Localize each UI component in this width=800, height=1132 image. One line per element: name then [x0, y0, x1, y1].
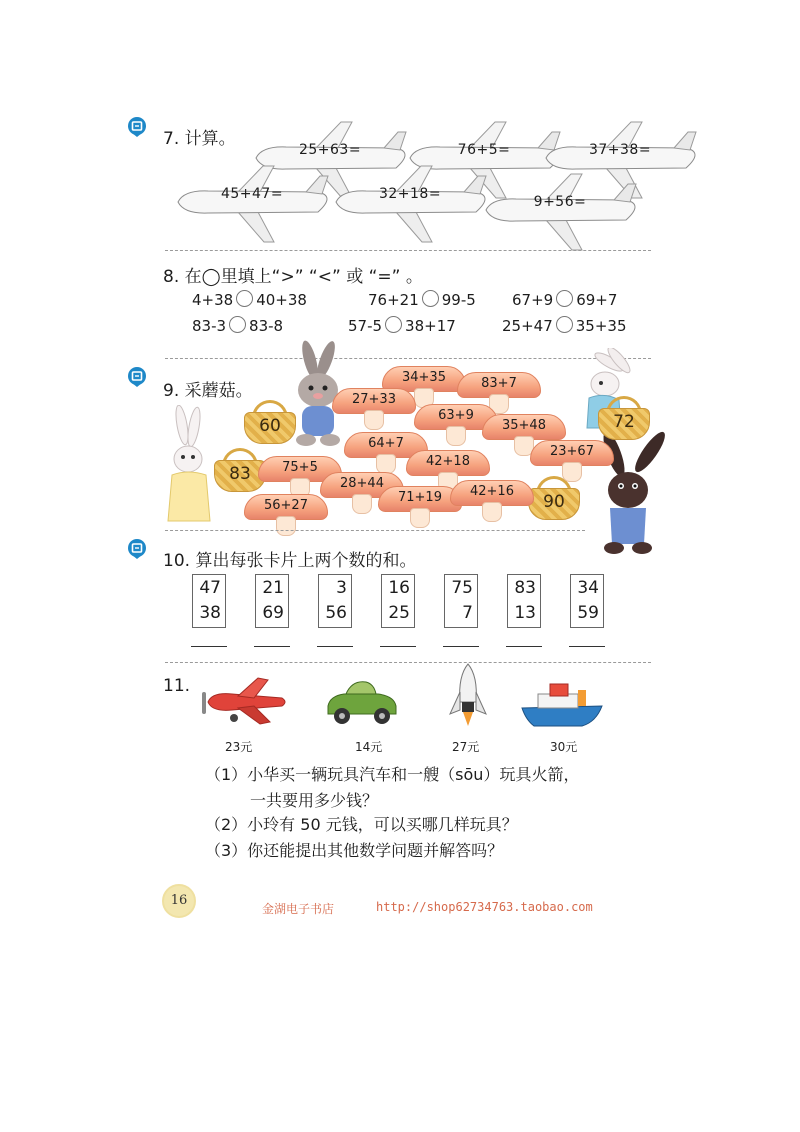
basket-number: 60 — [259, 416, 281, 436]
calculator-icon — [126, 538, 148, 560]
card-bottom-number: 25 — [388, 603, 410, 623]
sub-question-3: （3）你还能提出其他数学问题并解答吗？ — [205, 841, 504, 860]
q7-number: 7. — [163, 129, 180, 149]
compare-right: 99-5 — [441, 291, 476, 309]
mushroom-label: 64+7 — [368, 436, 404, 451]
page-number: 16 — [162, 884, 196, 918]
card-top-number: 75 — [451, 578, 473, 598]
mushroom — [530, 440, 614, 482]
compare-item — [502, 316, 627, 335]
compare-left: 57-5 — [348, 317, 383, 335]
number-card — [381, 574, 415, 628]
mushroom-label: 83+7 — [481, 376, 517, 391]
answer-circle[interactable] — [556, 290, 573, 307]
calculator-icon — [126, 116, 148, 138]
compare-item — [192, 316, 283, 335]
store-url[interactable]: http://shop62734763.taobao.com — [376, 900, 593, 914]
q10-number: 10. — [163, 551, 191, 571]
compare-right: 40+38 — [256, 291, 307, 309]
answer-circle[interactable] — [422, 290, 439, 307]
answer-blank[interactable] — [317, 646, 353, 647]
compare-item — [368, 290, 476, 309]
mushroom — [450, 480, 534, 522]
card-bottom-number: 69 — [262, 603, 284, 623]
mushroom-label: 28+44 — [340, 476, 384, 491]
mushroom — [332, 388, 416, 430]
mushroom-label: 42+16 — [470, 484, 514, 499]
mushroom-label: 56+27 — [264, 498, 308, 513]
basket — [598, 396, 650, 440]
price-label: 14元 — [355, 740, 383, 754]
card-top-number: 16 — [388, 578, 410, 598]
sub-question-1-cont: 一共要用多少钱？ — [250, 791, 379, 810]
mushroom-label: 63+9 — [438, 408, 474, 423]
card-top-number: 47 — [199, 578, 221, 598]
section-divider — [165, 662, 651, 663]
plane-exercise — [168, 164, 338, 244]
toy-airplane-icon — [198, 674, 290, 726]
answer-circle[interactable] — [229, 316, 246, 333]
sub-question-1: （1）小华买一辆玩具汽车和一艘（sōu）玩具火箭， — [205, 765, 580, 784]
number-card — [192, 574, 226, 628]
card-bottom-number: 56 — [325, 603, 347, 623]
q9-text: 采蘑菇。 — [184, 381, 253, 401]
answer-blank[interactable] — [569, 646, 605, 647]
store-name: 金湖电子书店 — [262, 902, 335, 916]
mushroom-label: 35+48 — [502, 418, 546, 433]
q11-title — [163, 676, 190, 696]
mushroom-label: 34+35 — [402, 370, 446, 385]
basket — [244, 400, 296, 444]
mushroom-label: 23+67 — [550, 444, 594, 459]
card-top-number: 21 — [262, 578, 284, 598]
compare-left: 67+9 — [512, 291, 554, 309]
card-bottom-number: 59 — [577, 603, 599, 623]
price-label: 30元 — [550, 740, 578, 754]
basket-number: 83 — [229, 464, 251, 484]
q8-number: 8. — [163, 267, 180, 287]
compare-left: 83-3 — [192, 317, 227, 335]
answer-blank[interactable] — [443, 646, 479, 647]
toy-rocket-icon — [446, 662, 490, 732]
q9-title — [163, 376, 253, 401]
card-top-number: 34 — [577, 578, 599, 598]
number-card — [444, 574, 478, 628]
compare-right: 69+7 — [576, 291, 618, 309]
q10-text: 算出每张卡片上两个数的和。 — [195, 551, 417, 571]
compare-right: 35+35 — [575, 317, 627, 335]
q7-title — [163, 124, 236, 149]
number-card — [255, 574, 289, 628]
mushroom-label: 71+19 — [398, 490, 442, 505]
answer-circle[interactable] — [385, 316, 402, 333]
toy-ship-icon — [520, 676, 604, 730]
compare-right: 83-8 — [249, 317, 284, 335]
card-top-number: 3 — [336, 578, 347, 598]
mushroom-label: 75+5 — [282, 460, 318, 475]
compare-item — [192, 290, 307, 309]
q9-number: 9. — [163, 381, 180, 401]
card-bottom-number: 7 — [462, 603, 473, 623]
answer-circle[interactable] — [236, 290, 253, 307]
basket-number: 90 — [543, 492, 565, 512]
number-card — [507, 574, 541, 628]
basket — [528, 476, 580, 520]
exercise-text: 32+18= — [378, 186, 442, 202]
white-rabbit-icon — [160, 405, 220, 525]
exercise-text: 25+63= — [298, 142, 362, 158]
calculator-icon — [126, 366, 148, 388]
exercise-text: 37+38= — [588, 142, 652, 158]
q11-number: 11. — [163, 676, 191, 696]
mushroom-label: 27+33 — [352, 392, 396, 407]
answer-blank[interactable] — [191, 646, 227, 647]
sub-question-2: （2）小玲有 50 元钱，可以买哪几样玩具？ — [205, 815, 518, 834]
q7-text: 计算。 — [184, 129, 236, 149]
plane-icon — [326, 164, 496, 244]
plane-icon — [476, 172, 646, 252]
number-card — [570, 574, 604, 628]
answer-blank[interactable] — [254, 646, 290, 647]
number-card — [318, 574, 352, 628]
mushroom-label: 42+18 — [426, 454, 470, 469]
plane-exercise — [476, 172, 646, 252]
card-bottom-number: 13 — [514, 603, 536, 623]
plane-exercise — [326, 164, 496, 244]
q8-text: 在◯里填上“>” “<” 或 “=” 。 — [184, 267, 423, 287]
exercise-text: 76+5= — [457, 142, 511, 158]
exercise-text: 9+56= — [533, 194, 587, 210]
answer-blank[interactable] — [506, 646, 542, 647]
section-divider — [165, 250, 651, 251]
compare-left: 25+47 — [502, 317, 553, 335]
basket-number: 72 — [613, 412, 635, 432]
q8-title — [163, 262, 423, 287]
answer-circle[interactable] — [556, 316, 573, 333]
price-label: 27元 — [452, 740, 480, 754]
section-divider — [165, 530, 585, 531]
price-label: 23元 — [225, 740, 253, 754]
card-bottom-number: 38 — [199, 603, 221, 623]
q10-title — [163, 546, 416, 571]
compare-item — [348, 316, 456, 335]
toy-car-icon — [322, 674, 402, 728]
compare-right: 38+17 — [405, 317, 456, 335]
answer-blank[interactable] — [380, 646, 416, 647]
compare-left: 76+21 — [368, 291, 419, 309]
exercise-text: 45+47= — [220, 186, 284, 202]
compare-left: 4+38 — [192, 291, 234, 309]
plane-icon — [168, 164, 338, 244]
card-top-number: 83 — [514, 578, 536, 598]
compare-item — [512, 290, 617, 309]
